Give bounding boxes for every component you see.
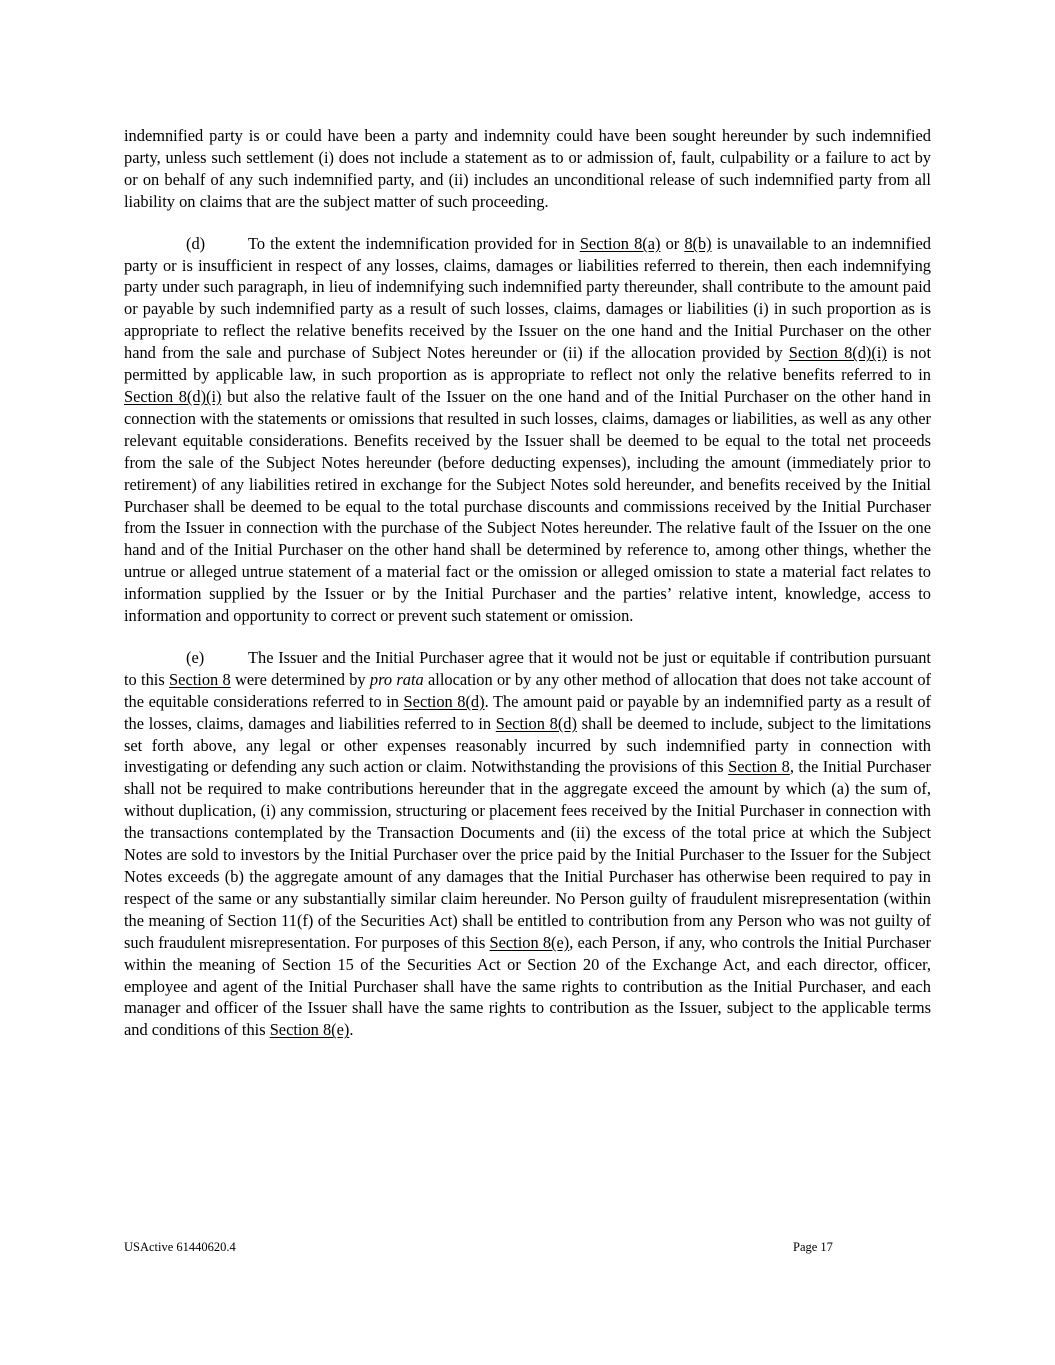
paragraph-e-text-5: shall be deemed to include, subject to the limitations set forth above, any legal or other expenses reasonably incurred by such indemnified party in connection with investigating or defending any such action or claim. Notwithstanding the provisions of this [124, 713, 931, 777]
paragraph-d-text-2: or [660, 233, 685, 253]
section-ref-8d: Section 8(d) [403, 691, 485, 711]
paragraph-e-text-8: . [349, 1020, 354, 1040]
document-page [124, 125, 931, 1041]
paragraph-d-text-5: but also the relative fault of the Issuer on the one hand and of the Initial Purchaser on the other hand in connection with the statements or omissions that resulted in such losses, claims, damages or liabilities, as well as any other relevant equitable considerations. Benefits received by the Issuer shall be deemed to be equal to the total net proceeds from the sale of the Subject Notes hereunder (before deducting expenses), including the amount (immediately prior to retirement) of any liabilities retired in exchange for the Subject Notes sold hereunder, and benefits received by the Initial Purchaser shall be deemed to be equal to the total purchase discounts and commissions received by the Initial Purchaser from the Issuer in connection with the purchase of the Subject Notes hereunder. The relative fault of the Issuer on the one hand and of the Initial Purchaser on the other hand shall be determined by reference to, among other things, whether the untrue or alleged untrue statement of a material fact or the omission or alleged omission to state a material fact relates to information supplied by the Issuer or by the Initial Purchaser and the parties’ relative intent, knowledge, access to information and opportunity to correct or prevent such statement or omission. [124, 386, 931, 626]
section-ref-8e-second: Section 8(e) [269, 1020, 350, 1040]
footer-page-number: Page 17 [793, 1240, 833, 1254]
section-ref-8di-second: Section 8(d)(i) [124, 386, 222, 406]
paragraph-e [124, 647, 931, 1041]
paragraph-c-continued [124, 125, 931, 213]
paragraph-e-number: (e) [186, 647, 205, 667]
section-ref-8-second: Section 8 [728, 757, 790, 777]
section-ref-8b: 8(b) [684, 233, 712, 253]
paragraph-e-text-4: . The amount paid or payable by an indemnified party as a result of the losses, claims, damages and liabilities referred to in [124, 691, 931, 733]
paragraph-e-text-6: , the Initial Purchaser shall not be required to make contributions hereunder that in the aggregate exceed the amount by which (a) the sum of, without duplication, (i) any commission, structuring or placement fees received by the Initial Purchaser in connection with the transactions contemplated by the Transaction Documents and (ii) the excess of the total price at which the Subject Notes are sold to investors by the Initial Purchaser over the price paid by the Initial Purchaser to the Issuer for the Subject Notes exceeds (b) the aggregate amount of any damages that the Initial Purchaser has otherwise been required to pay in respect of the same or any substantially similar claim hereunder. No Person guilty of fraudulent misrepresentation (within the meaning of Section 11(f) of the Securities Act) shall be entitled to contribution from any Person who was not guilty of such fraudulent misrepresentation. For purposes of this [124, 757, 931, 952]
paragraph-d-text-4: is not permitted by applicable law, in such proportion as is appropriate to reflect not only the relative benefits referred to in [124, 343, 931, 385]
paragraph-e-text-2: were determined by [230, 669, 370, 689]
paragraph-e-text-3: allocation or by any other method of allocation that does not take account of the equitable considerations referred to in [124, 669, 931, 711]
section-ref-8a: Section 8(a) [579, 233, 661, 253]
section-ref-8: Section 8 [169, 669, 231, 689]
section-ref-8d-second: Section 8(d) [495, 713, 577, 733]
paragraph-d-text-1: To the extent the indemnification provided for in [248, 233, 580, 253]
paragraph-d [124, 233, 931, 627]
paragraph-d-text-3: is unavailable to an indemnified party or is insufficient in respect of any losses, claims, damages or liabilities referred to therein, then each indemnifying party under such paragraph, in lieu of indemnifying such indemnified party thereunder, shall contribute to the amount paid or payable by such indemnified party as a result of such losses, claims, damages or liabilities (i) in such proportion as is appropriate to reflect the relative benefits received by the Issuer on the one hand and the Initial Purchaser on the other hand from the sale and purchase of Subject Notes hereunder or (ii) if the allocation provided by [124, 233, 931, 363]
paragraph-e-text-7: , each Person, if any, who controls the Initial Purchaser within the meaning of Section 15 of the Securities Act or Section 20 of the Exchange Act, and each director, officer, employee and agent of the Initial Purchaser shall have the same rights to contribution as the Initial Purchaser, and each manager and officer of the Issuer shall have the same rights to contribution as the Issuer, subject to the applicable terms and conditions of this [124, 932, 932, 1040]
paragraph-d-number: (d) [186, 233, 206, 253]
pro-rata-italic: pro rata [369, 669, 424, 689]
footer-doc-id: USActive 61440620.4 [124, 1240, 236, 1254]
paragraph-e-text-1: The Issuer and the Initial Purchaser agree that it would not be just or equitable if contribution pursuant to this [124, 647, 931, 689]
section-ref-8e: Section 8(e) [489, 932, 570, 952]
paragraph-c-text: indemnified party is or could have been a party and indemnity could have been sought hereunder by such indemnified party, unless such settlement (i) does not include a statement as to or admission of, fault, culpability or a failure to act by or on behalf of any such indemnified party, and (ii) includes an unconditional release of such indemnified party from all liability on claims that are the subject matter of such proceeding. [124, 126, 931, 211]
section-ref-8di: Section 8(d)(i) [788, 343, 887, 363]
